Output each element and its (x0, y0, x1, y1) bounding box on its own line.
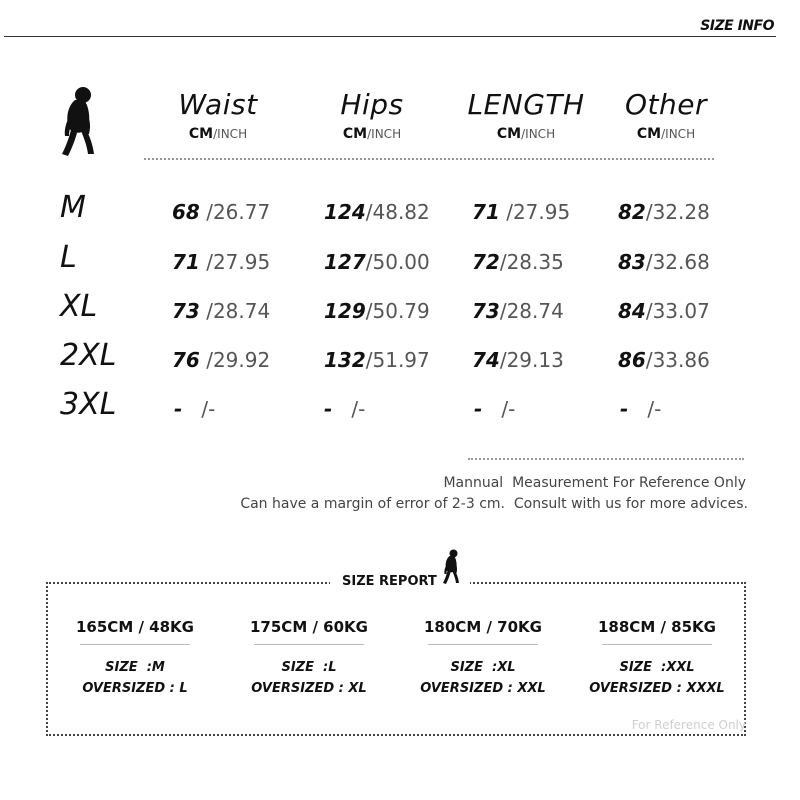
cell-cm: 71 (472, 200, 500, 224)
cell-length-3xl (474, 397, 515, 421)
unit-inch: /INCH (521, 127, 556, 141)
cell-hips-2xl (324, 348, 430, 372)
cell-inch: /33.86 (645, 348, 710, 372)
cell-inch: /28.74 (499, 299, 564, 323)
cell-inch: /27.95 (199, 250, 271, 274)
size-label-3xl: 3XL (60, 387, 117, 422)
cell-inch: /26.77 (199, 200, 271, 224)
size-label-2xl: 2XL (60, 338, 117, 373)
report-item-1 (50, 618, 220, 699)
cell-cm: 68 (172, 200, 200, 224)
report-oversized: OVERSIZED : L (82, 681, 188, 696)
cell-inch: /33.07 (645, 299, 710, 323)
report-item-2 (224, 618, 394, 699)
cell-inch: /32.68 (645, 250, 710, 274)
cell-cm: 74 (472, 348, 500, 372)
report-divider (602, 644, 712, 645)
report-height-weight: 180CM / 70KG (424, 618, 542, 636)
cell-inch: /51.97 (365, 348, 430, 372)
column-unit-waist (158, 126, 278, 142)
unit-cm: CM (636, 126, 662, 142)
cell-other-3xl (620, 397, 661, 421)
column-title-length: LENGTH (467, 88, 585, 121)
cell-inch: /50.79 (365, 299, 430, 323)
cell-waist-xl (172, 299, 270, 323)
cell-cm: 129 (324, 299, 366, 323)
cell-hips-l (324, 250, 430, 274)
report-item-4 (572, 618, 742, 699)
cell-inch: /48.82 (365, 200, 430, 224)
cell-other-2xl (618, 348, 710, 372)
unit-inch: /INCH (661, 127, 696, 141)
column-unit-hips (312, 126, 432, 142)
cell-cm: 127 (324, 250, 366, 274)
cell-cm: 82 (618, 200, 646, 224)
cell-length-l (472, 250, 564, 274)
cell-cm: 73 (172, 299, 200, 323)
size-label-l: L (60, 240, 77, 275)
cell-inch: /- (332, 397, 366, 421)
cell-inch: /29.13 (499, 348, 564, 372)
size-label-xl: XL (60, 289, 98, 324)
column-title-waist: Waist (178, 88, 258, 121)
report-height-weight: 165CM / 48KG (76, 618, 194, 636)
header-dotted-divider (144, 158, 714, 160)
ape-figure-icon (56, 86, 104, 158)
cell-inch: /- (628, 397, 662, 421)
cell-cm: - (324, 397, 333, 421)
cell-cm: 83 (618, 250, 646, 274)
cell-inch: /27.95 (499, 200, 571, 224)
report-height-weight: 188CM / 85KG (598, 618, 716, 636)
cell-length-m (472, 200, 570, 224)
ape-figure-small-icon (440, 548, 464, 586)
unit-cm: CM (496, 126, 522, 142)
column-title-other: Other (624, 88, 707, 121)
cell-length-xl (472, 299, 564, 323)
cell-cm: - (620, 397, 629, 421)
cell-inch: /32.28 (645, 200, 710, 224)
cell-hips-3xl (324, 397, 365, 421)
report-size: SIZE :M (105, 660, 165, 675)
cell-cm: 124 (324, 200, 366, 224)
size-report-title: SIZE REPORT (342, 574, 437, 589)
cell-inch: /50.00 (365, 250, 430, 274)
cell-inch: /28.35 (499, 250, 564, 274)
cell-inch: /29.92 (199, 348, 271, 372)
cell-other-l (618, 250, 710, 274)
unit-inch: /INCH (367, 127, 402, 141)
cell-cm: 86 (618, 348, 646, 372)
column-unit-other (606, 126, 726, 142)
column-title-hips: Hips (340, 88, 404, 121)
report-oversized: OVERSIZED : XXXL (589, 681, 725, 696)
cell-waist-2xl (172, 348, 270, 372)
cell-other-m (618, 200, 710, 224)
cell-cm: 71 (172, 250, 200, 274)
cell-inch: /- (482, 397, 516, 421)
cell-cm: - (474, 397, 483, 421)
margin-note: Can have a margin of error of 2-3 cm. Consult with us for more advices. (240, 496, 748, 512)
cell-length-2xl (472, 348, 564, 372)
report-size: SIZE :XL (450, 660, 516, 675)
cell-inch: /- (182, 397, 216, 421)
report-divider (428, 644, 538, 645)
measurement-note: Mannual Measurement For Reference Only (443, 475, 746, 491)
cell-inch: /28.74 (199, 299, 271, 323)
notes-dotted-divider (468, 458, 744, 460)
unit-cm: CM (188, 126, 214, 142)
cell-hips-m (324, 200, 430, 224)
cell-waist-l (172, 250, 270, 274)
cell-cm: 84 (618, 299, 646, 323)
unit-inch: /INCH (213, 127, 248, 141)
cell-cm: - (174, 397, 183, 421)
cell-waist-m (172, 200, 270, 224)
page-title: SIZE INFO (700, 18, 774, 34)
reference-only-note: For Reference Only (631, 718, 746, 732)
cell-cm: 73 (472, 299, 500, 323)
size-label-m: M (60, 190, 86, 225)
report-oversized: OVERSIZED : XXL (420, 681, 546, 696)
cell-other-xl (618, 299, 710, 323)
report-oversized: OVERSIZED : XL (251, 681, 367, 696)
report-divider (254, 644, 364, 645)
cell-cm: 72 (472, 250, 500, 274)
report-divider (80, 644, 190, 645)
report-size: SIZE :L (281, 660, 337, 675)
report-height-weight: 175CM / 60KG (250, 618, 368, 636)
cell-cm: 132 (324, 348, 366, 372)
cell-hips-xl (324, 299, 430, 323)
column-unit-length (466, 126, 586, 142)
unit-cm: CM (342, 126, 368, 142)
cell-waist-3xl (174, 397, 215, 421)
report-item-3 (398, 618, 568, 699)
cell-cm: 76 (172, 348, 200, 372)
report-size: SIZE :XXL (619, 660, 695, 675)
header-divider (4, 36, 776, 37)
